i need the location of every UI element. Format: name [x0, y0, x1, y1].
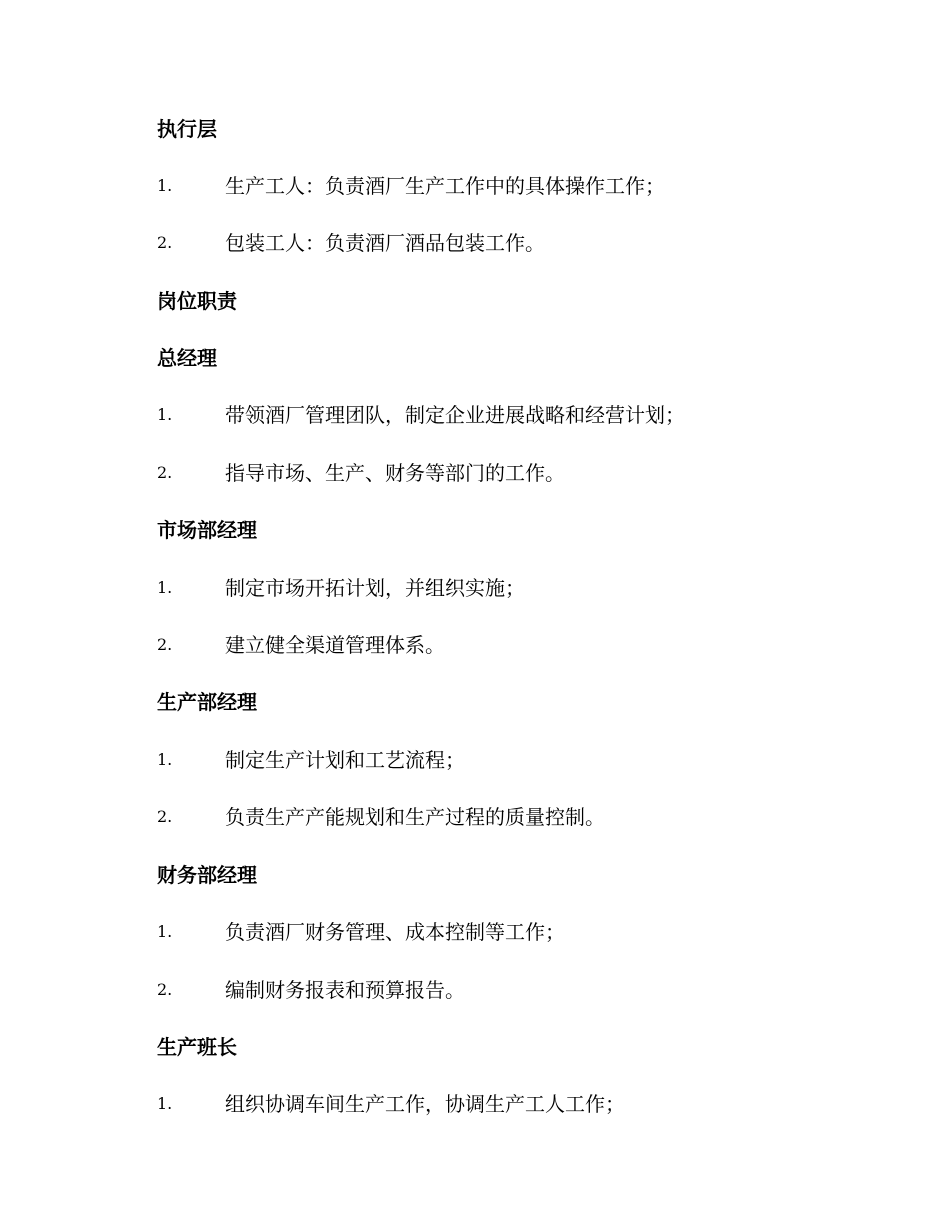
- list-item-text: 负责生产产能规划和生产过程的质量控制。: [225, 805, 605, 829]
- list-item-number: 2.: [157, 635, 173, 654]
- list-item-text: 生产工人：负责酒厂生产工作中的具体操作工作；: [225, 174, 665, 198]
- list-item-number: 1.: [157, 405, 173, 424]
- section-heading: 执行层: [157, 117, 217, 141]
- section-heading: 市场部经理: [157, 518, 257, 542]
- list-item-text: 负责酒厂财务管理、成本控制等工作；: [225, 920, 565, 944]
- list-item-number: 2.: [157, 463, 173, 482]
- list-item-number: 1.: [157, 1094, 173, 1113]
- list-item-text: 制定生产计划和工艺流程；: [225, 748, 465, 772]
- list-item-text: 包装工人：负责酒厂酒品包装工作。: [225, 231, 545, 255]
- list-item-number: 1.: [157, 578, 173, 597]
- section-heading: 生产班长: [157, 1035, 237, 1059]
- section-heading: 岗位职责: [157, 289, 237, 313]
- list-item-number: 2.: [157, 980, 173, 999]
- list-item-text: 带领酒厂管理团队，制定企业进展战略和经营计划；: [225, 403, 685, 427]
- list-item-number: 1.: [157, 922, 173, 941]
- list-item-text: 指导市场、生产、财务等部门的工作。: [225, 461, 565, 485]
- section-heading: 生产部经理: [157, 690, 257, 714]
- list-item-text: 组织协调车间生产工作，协调生产工人工作；: [225, 1092, 625, 1116]
- list-item-text: 制定市场开拓计划，并组织实施；: [225, 576, 525, 600]
- list-item-text: 建立健全渠道管理体系。: [225, 633, 445, 657]
- list-item-number: 1.: [157, 750, 173, 769]
- section-heading: 总经理: [157, 346, 217, 370]
- list-item-number: 2.: [157, 233, 173, 252]
- section-heading: 财务部经理: [157, 863, 257, 887]
- list-item-number: 1.: [157, 176, 173, 195]
- list-item-text: 编制财务报表和预算报告。: [225, 978, 465, 1002]
- list-item-number: 2.: [157, 807, 173, 826]
